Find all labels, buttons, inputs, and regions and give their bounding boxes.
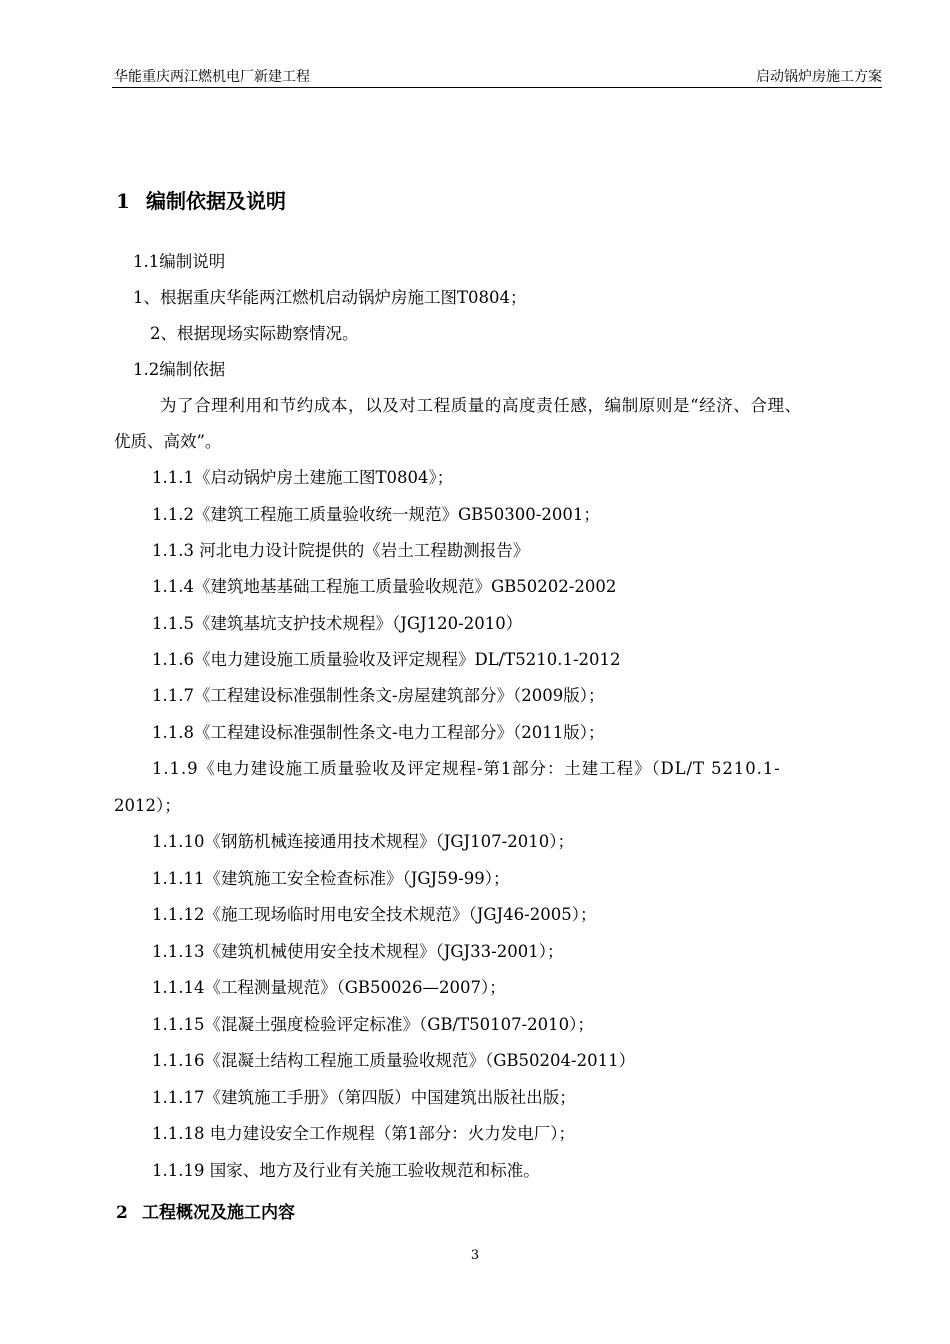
reference-item: 1.1.8《工程建设标准强制性条文-电力工程部分》（2011版）； [152,723,605,742]
section-title: 编制依据及说明 [146,189,286,213]
paragraph-line: 2、根据现场实际勘察情况。 [150,324,359,343]
section-heading-2 [116,1198,295,1223]
header-divider [112,87,882,88]
reference-item: 1.1.2《建筑工程施工质量验收统一规范》GB50300-2001； [152,505,600,524]
reference-item: 1.1.5《建筑基坑支护技术规程》（JGJ120-2010） [152,614,523,633]
reference-item: 1.1.3 河北电力设计院提供的《岩土工程勘测报告》 [152,541,530,560]
header-document-title: 启动锅炉房施工方案 [756,69,882,85]
section-heading-1 [116,185,286,214]
subsection-heading: 1.2编制依据 [133,360,226,379]
reference-item: 1.1.1《启动锅炉房土建施工图T0804》； [152,468,454,487]
reference-item: 1.1.9《电力建设施工质量验收及评定规程-第1部分：土建工程》（DL/T 5210.1- [152,759,781,778]
paragraph-line: 1、根据重庆华能两江燃机启动锅炉房施工图T0804； [133,288,527,307]
reference-item: 1.1.15《混凝土强度检验评定标准》（GB/T50107-2010）； [152,1015,594,1034]
reference-item: 1.1.19 国家、地方及行业有关施工验收规范和标准。 [152,1161,540,1180]
reference-item: 1.1.4《建筑地基基础工程施工质量验收规范》GB50202-2002 [152,577,617,596]
paragraph-line: 优质、高效”。 [114,432,222,451]
section-title: 工程概况及施工内容 [142,1203,295,1223]
reference-item-continuation: 2012）； [114,796,181,815]
reference-item: 1.1.10《钢筋机械连接通用技术规程》（JGJ107-2010）； [152,832,574,851]
reference-item: 1.1.11《建筑施工安全检查标准》（JGJ59-99）； [152,869,510,888]
reference-item: 1.1.16《混凝土结构工程施工质量验收规范》（GB50204-2011） [152,1051,636,1070]
section-number: 1 [116,189,130,213]
header-project-name: 华能重庆两江燃机电厂新建工程 [114,69,310,85]
subsection-heading: 1.1编制说明 [133,252,226,271]
reference-item: 1.1.7《工程建设标准强制性条文-房屋建筑部分》（2009版）； [152,686,605,705]
reference-item: 1.1.12《施工现场临时用电安全技术规范》（JGJ46-2005）； [152,905,597,924]
reference-item: 1.1.17《建筑施工手册》（第四版）中国建筑出版社出版； [152,1088,576,1107]
section-number: 2 [116,1203,128,1223]
reference-item: 1.1.18 电力建设安全工作规程（第1部分：火力发电厂）； [152,1124,575,1143]
reference-item: 1.1.13《建筑机械使用安全技术规程》（JGJ33-2001）； [152,942,564,961]
reference-item: 1.1.6《电力建设施工质量验收及评定规程》DL/T5210.1-2012 [152,650,621,669]
page-number: 3 [470,1248,480,1263]
paragraph-line: 为了合理利用和节约成本，以及对工程质量的高度责任感，编制原则是“经济、合理、 [160,396,802,415]
reference-item: 1.1.14《工程测量规范》（GB50026—2007）； [152,978,506,997]
